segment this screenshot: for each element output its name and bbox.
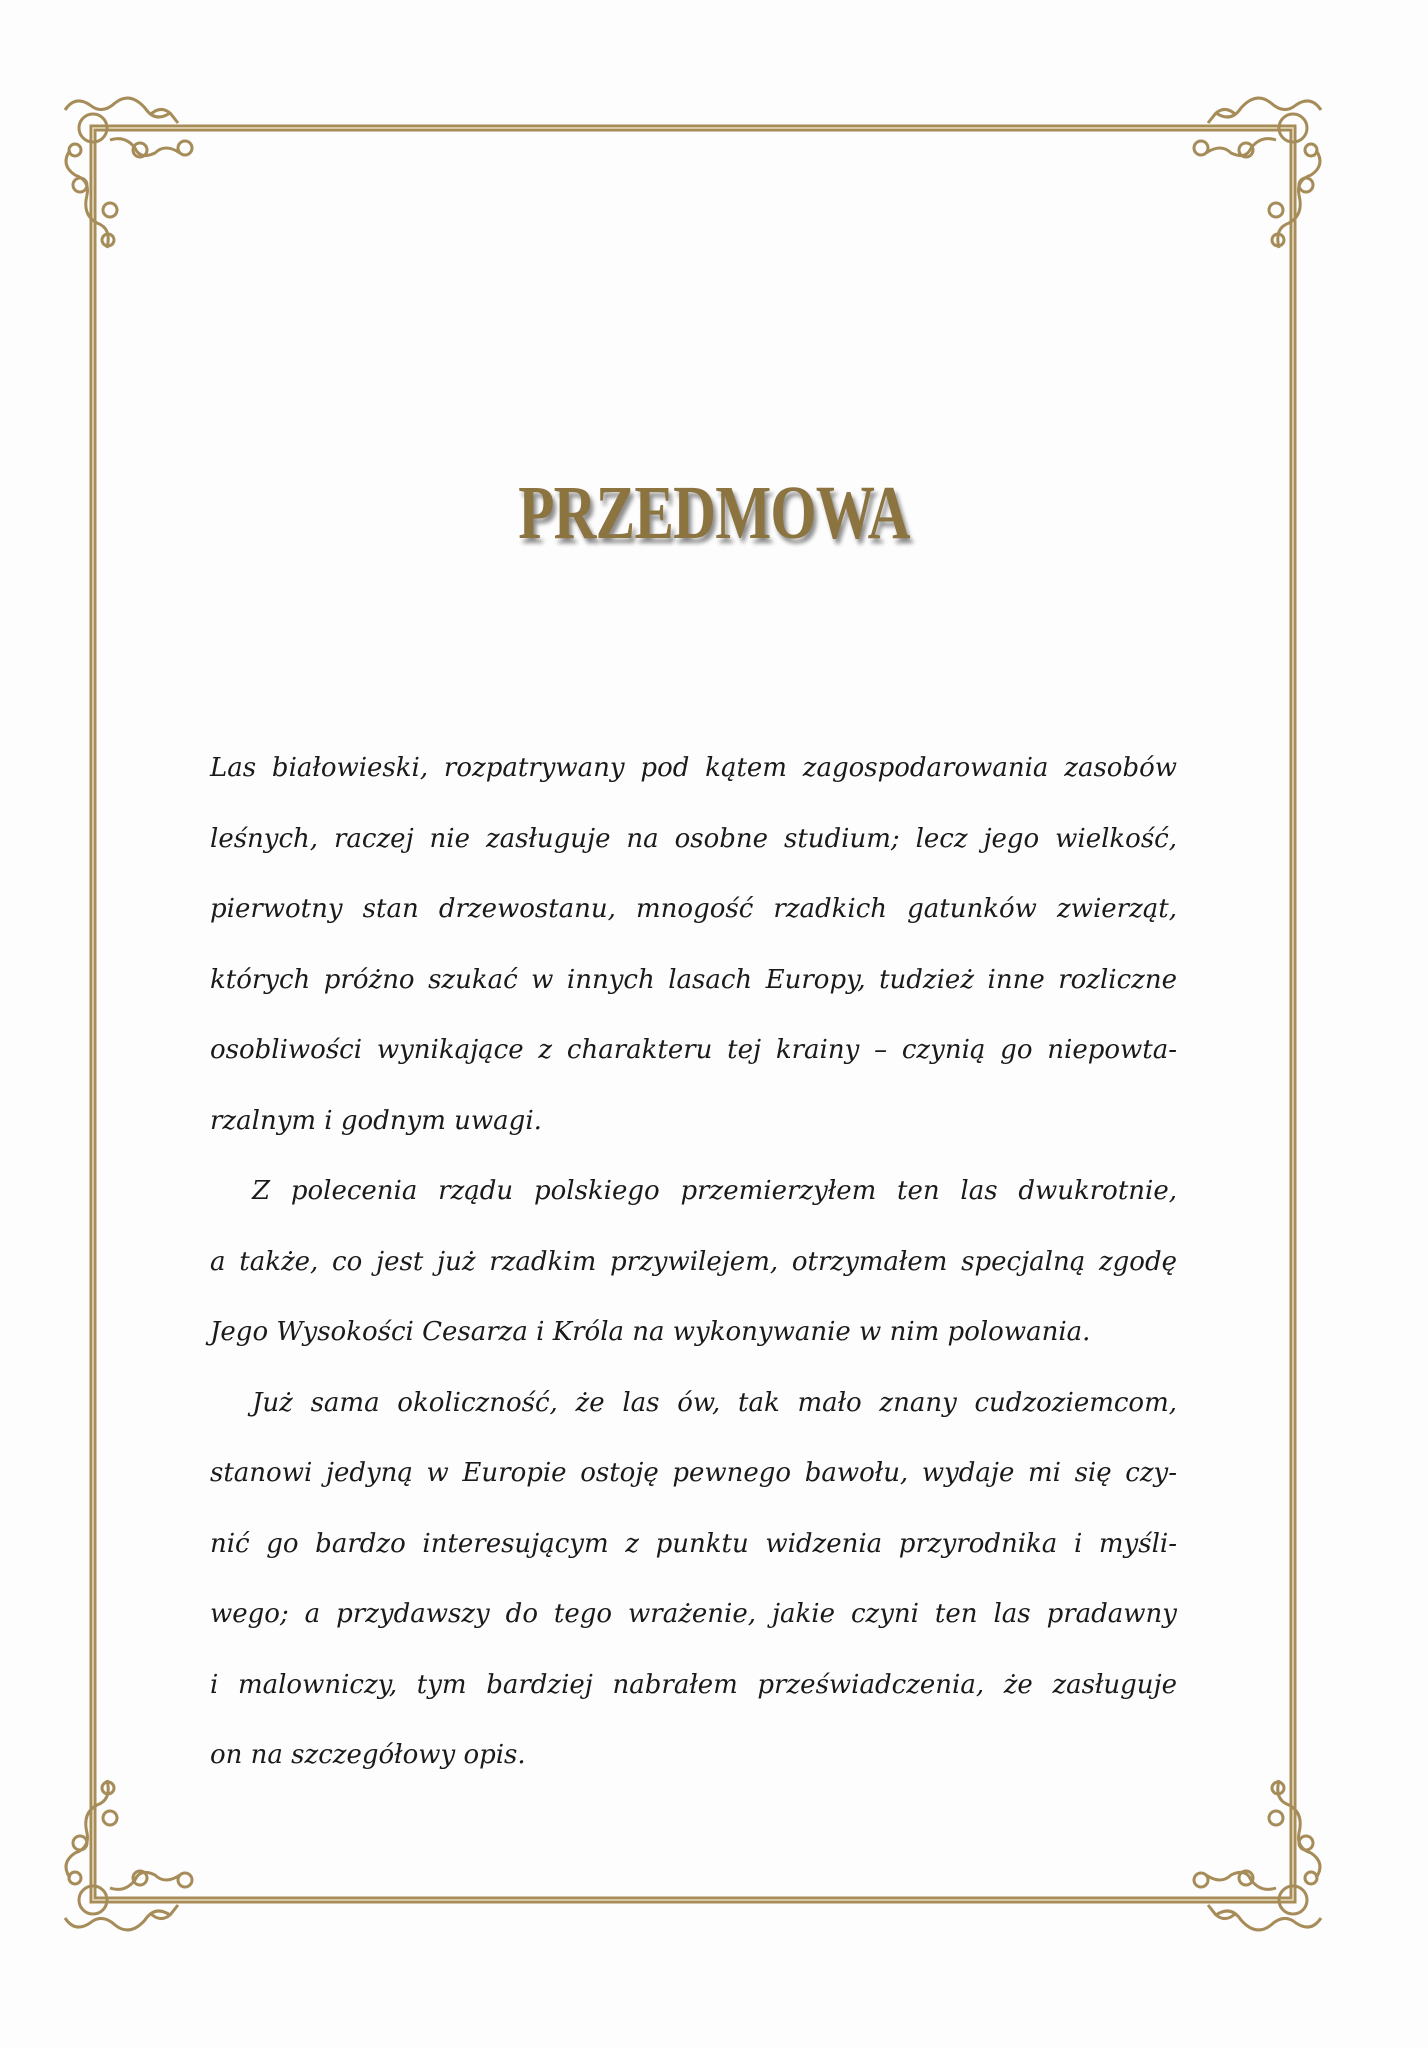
text-line: pierwotny stan drzewostanu, mnogość rzadkich gatunków zwierząt, (210, 894, 1177, 924)
text-line: wego; a przydawszy do tego wrażenie, jakie czyni ten las pradawny (210, 1599, 1177, 1629)
text-line: Z polecenia rządu polskiego przemierzyłem ten las dwukrotnie, (252, 1176, 1177, 1206)
text-line: Już sama okoliczność, że las ów, tak mało znany cudzoziemcom, (252, 1387, 1177, 1418)
preface-text (210, 733, 1177, 1791)
text-line: Las białowieski, rozpatrywany pod kątem zagospodarowania zasobów (210, 753, 1177, 783)
text-line: leśnych, raczej nie zasługuje na osobne studium; lecz jego wielkość, (210, 823, 1177, 854)
text-line: stanowi jedyną w Europie ostoję pewnego bawołu, wydaje mi się czy- (210, 1458, 1177, 1488)
text-line: nić go bardzo interesującym z punktu widzenia przyrodnika i myśli- (210, 1528, 1177, 1559)
text-line: Jego Wysokości Cesarza i Króla na wykonywanie w nim polowania. (210, 1317, 1091, 1347)
text-line: on na szczegółowy opis. (210, 1740, 526, 1770)
text-line: rzalnym i godnym uwagi. (210, 1105, 542, 1136)
page-title (0, 470, 1428, 557)
text-line: których próżno szukać w innych lasach Europy, tudzież inne rozliczne (210, 964, 1177, 995)
corner-ornament-icon (65, 98, 192, 248)
text-line: osobliwości wynikające z charakteru tej krainy – czynią go niepowta- (210, 1035, 1177, 1065)
title-text: PRZEDMOWA (518, 471, 910, 555)
text-line: i malowniczy, tym bardziej nabrałem przeświadczenia, że zasługuje (210, 1669, 1177, 1700)
text-line: a także, co jest już rzadkim przywilejem, otrzymałem specjalną zgodę (210, 1246, 1177, 1277)
